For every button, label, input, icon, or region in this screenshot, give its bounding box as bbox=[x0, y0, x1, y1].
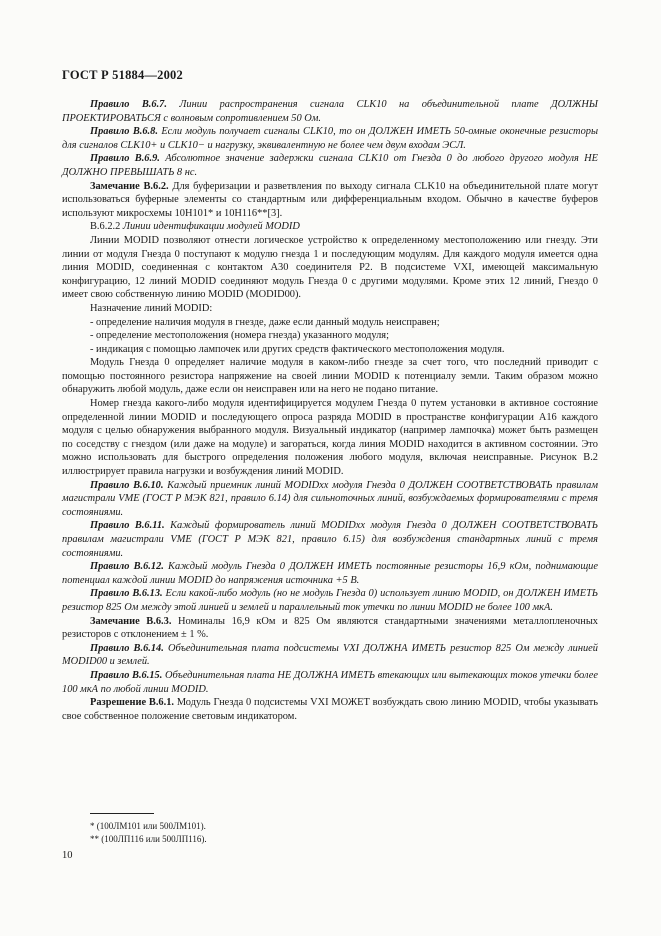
paragraph-label: Правило В.6.11. bbox=[90, 520, 165, 532]
rule-b-6-14 bbox=[62, 642, 598, 669]
rule-b-6-11 bbox=[62, 519, 598, 560]
paragraph-text: Для буферизации и разветвления по выходу сигнала CLK10 на объединительной плате могут использоваться буферные элементы со стандартным или дифференциальным входом. Обычно в качестве буферов используют микросхемы 10Н101* и 10Н116**[3]. bbox=[62, 180, 599, 219]
list-item-text: - индикация с помощью лампочек или других средств фактического местоположения модуля. bbox=[90, 343, 505, 355]
paragraph-text: Если какой-либо модуль (но не модуль Гнезда 0) использует линию MODID, он ДОЛЖЕН ИМЕТЬ резистор 825 Ом между этой линией и землей и параллельный ток утечки по линии MODID не более 100 мкА. bbox=[62, 588, 598, 613]
paragraph-text: Каждый приемник линий MODIDxx модуля Гнезда 0 ДОЛЖЕН СООТВЕТСТВОВАТЬ правилам магистрали VME (ГОСТ Р МЭК 821, правило 6.14) для сильноточных линий, возбуждаемых формирователями с тремя состояниями. bbox=[62, 479, 598, 518]
paragraph-label: Правило В.6.7. bbox=[90, 99, 167, 110]
paragraph-text: Номиналы 16,9 кОм и 825 Ом являются стандартными значениями металлопленочных резисторов с отклонением ± 1 %. bbox=[62, 615, 598, 641]
paragraph-text: Линии MODID позволяют отнести логическое устройство к определенному местоположению или гнезду. Эти линии от модуля Гнезда 0 поступают к модулю гнезда 1 и последующим модулям. Для каждого модуля имеется одна линия MODID, соединенная с контактом А30 соединителя Р2. В подсистеме VXI, имеющей максимальную конфигурацию, 12 линий MODID соединяют модуль Гнезда 0 с другими модулями. Кроме этих 12 линий, Гнездо 0 имеет свою собственную линию MODID (MODID00). bbox=[62, 234, 598, 301]
paragraph-label: Правило В.6.8. bbox=[90, 126, 158, 138]
body-paragraph bbox=[62, 234, 598, 302]
paragraph-label: Правило В.6.9. bbox=[90, 153, 160, 165]
permission-b-6-1 bbox=[62, 696, 598, 723]
list-item-text: - определение местоположения (номера гнезда) указанного модуля; bbox=[90, 330, 389, 342]
paragraph-label: Правило В.6.15. bbox=[90, 669, 163, 681]
paragraph-text: Объединительная плата НЕ ДОЛЖНА ИМЕТЬ втекающих или вытекающих токов утечки более 100 мкА по любой линии MODID. bbox=[62, 669, 598, 695]
paragraph-text: Модуль Гнезда 0 определяет наличие модуля в каком-либо гнезде за счет того, что последний приводит с помощью постоянного резистора напряжение на своей линии MODID к потенциалу земли. Таким образом можно обнаружить любой модуль, даже если он неисправен или на него не подано питание. bbox=[62, 357, 598, 396]
paragraph-label: Замечание В.6.3. bbox=[90, 615, 172, 627]
paragraph-text: Абсолютное значение задержки сигнала CLK10 от Гнезда 0 до любого другого модуля НЕ ДОЛЖНО ПРЕВЫШАТЬ 8 нс. bbox=[62, 153, 598, 178]
paragraph-label: Замечание В.6.2. bbox=[90, 180, 169, 192]
paragraph-text: Каждый формирователь линий MODIDxx модуля Гнезда 0 ДОЛЖЕН СООТВЕТСТВОВАТЬ правилам магистрали VME (ГОСТ Р МЭК 821, правило 6.15) для возбуждения стандартных линий с тремя состояниями. bbox=[62, 520, 598, 559]
section-title: Линии идентификации модулей MODID bbox=[122, 221, 300, 233]
footnote: * (100ЛМ101 или 500ЛМ101). bbox=[90, 821, 206, 831]
rule-b-6-7 bbox=[62, 98, 598, 125]
page-number: 10 bbox=[62, 850, 73, 861]
rule-b-6-8 bbox=[62, 125, 598, 152]
document-body bbox=[62, 98, 598, 723]
body-paragraph bbox=[62, 356, 598, 397]
body-paragraph bbox=[62, 397, 598, 479]
paragraph-text: Объединительная плата подсистемы VXI ДОЛЖНА ИМЕТЬ резистор 825 Ом между линией MODID00 и землей. bbox=[62, 642, 598, 668]
paragraph-text: Если модуль получает сигналы CLK10, то он ДОЛЖЕН ИМЕТЬ 50-омные оконечные резисторы для сигналов CLK10+ и CLK10− и нагрузку, эквивалентную не более чем двум входам ЭСЛ. bbox=[62, 126, 598, 151]
paragraph-text: Назначение линий MODID: bbox=[90, 302, 213, 314]
paragraph-text: Линии распространения сигнала CLK10 на объединительной плате ДОЛЖНЫ ПРОЕКТИРОВАТЬСЯ с волновым сопротивлением 50 Ом. bbox=[62, 99, 598, 124]
rule-b-6-12 bbox=[62, 560, 598, 587]
document-header: ГОСТ Р 51884—2002 bbox=[62, 68, 183, 82]
section-number: В.6.2.2 bbox=[90, 221, 123, 233]
note-b-6-3 bbox=[62, 615, 598, 642]
list-item bbox=[62, 316, 598, 330]
paragraph-text: Номер гнезда какого-либо модуля идентифицируется модулем Гнезда 0 путем установки в активное состояние определенной линии MODID и последующего опроса разряда MODID в пространстве конфигурации А16 каждого модуля с целью обнаружения выбранного модуля. Визуальный индикатор (например лампочка) может быть размещен по соседству с гнездом (или даже на модуле) и загораться, когда линия MODID находится в активном состоянии. Это можно использовать для быстрого определения положения любого модуля, включая неисправные. Рисунок В.2 иллюстрирует правила нагрузки и возбуждения линий MODID. bbox=[62, 398, 598, 478]
section-heading-b-6-2-2 bbox=[62, 220, 598, 234]
rule-b-6-15 bbox=[62, 669, 598, 696]
paragraph-text: Каждый модуль Гнезда 0 ДОЛЖЕН ИМЕТЬ постоянные резисторы 16,9 кОм, поднимающие потенциал каждой линии MODID до напряжения источника +5 В. bbox=[62, 561, 598, 586]
paragraph-label: Правило В.6.13. bbox=[90, 588, 163, 600]
list-item bbox=[62, 343, 598, 357]
note-b-6-2 bbox=[62, 180, 598, 221]
body-paragraph bbox=[62, 302, 598, 316]
paragraph-label: Правило В.6.10. bbox=[90, 479, 164, 491]
footnote-divider bbox=[90, 813, 154, 814]
rule-b-6-9 bbox=[62, 152, 598, 179]
footnote: ** (100ЛП116 или 500ЛП116). bbox=[90, 834, 207, 844]
rule-b-6-13 bbox=[62, 587, 598, 614]
footnotes bbox=[90, 820, 207, 846]
rule-b-6-10 bbox=[62, 479, 598, 520]
list-item bbox=[62, 329, 598, 343]
paragraph-label: Разрешение В.6.1. bbox=[90, 697, 175, 709]
paragraph-text: Модуль Гнезда 0 подсистемы VXI МОЖЕТ возбуждать свою линию MODID, чтобы указывать свое собственное положение световым индикатором. bbox=[62, 697, 599, 722]
paragraph-label: Правило В.6.12. bbox=[90, 561, 164, 573]
paragraph-label: Правило В.6.14. bbox=[90, 642, 164, 654]
list-item-text: - определение наличия модуля в гнезде, даже если данный модуль неисправен; bbox=[90, 316, 440, 328]
